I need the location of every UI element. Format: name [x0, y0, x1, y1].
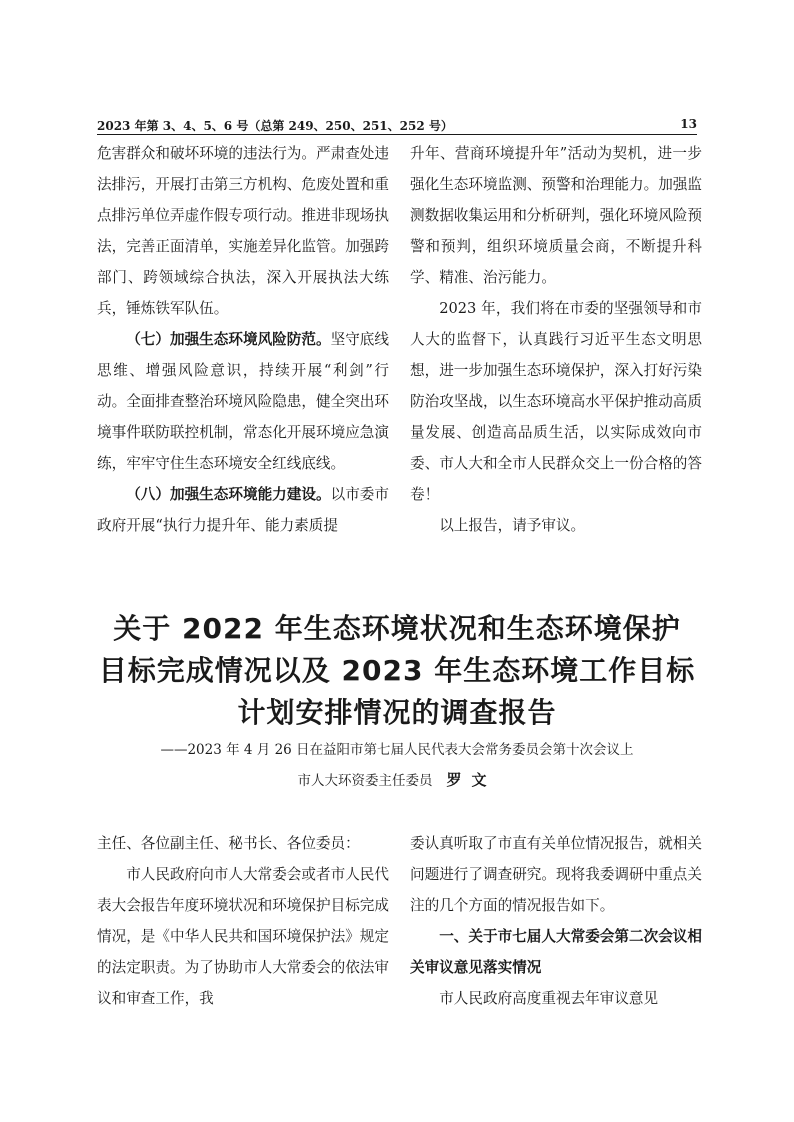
- author-title: 市人大环资委主任委员: [297, 773, 433, 789]
- point-seven-body: 坚守底线思维、增强风险意识，持续开展“利剑”行动。全面排查整治环境风险隐患，健全突出环境事件联防联控机制，常态化开展环境应急演练，牢牢守住生态环境安全红线底线。: [97, 331, 389, 472]
- paragraph: [97, 324, 389, 479]
- header-rule: [97, 134, 697, 135]
- bottom-left-column: [97, 828, 389, 1014]
- title-line: 关于 2022 年生态环境状况和生态环境保护: [113, 612, 681, 645]
- paragraph: [97, 479, 389, 541]
- article-title: [60, 608, 734, 734]
- paragraph: 市人民政府高度重视去年审议意见: [439, 990, 659, 1007]
- title-line: 计划安排情况的调查报告: [237, 696, 557, 729]
- salutation: 主任、各位副主任、秘书长、各位委员：: [97, 835, 360, 852]
- paragraph: 2023 年，我们将在市委的坚强领导和市人大的监督下，认真践行习近平生态文明思想，进一步加强生态环境保护，深入打好污染防治攻坚战，以生态环境高水平保护推动高质量发展、创造高品质生活，以实际成效向市委、市人大和全市人民群众交上一份合格的答卷！: [410, 300, 702, 503]
- paragraph: 委认真听取了市直有关单位情况报告，就相关问题进行了调查研究。现将我委调研中重点关注的几个方面的情况报告如下。: [410, 835, 702, 914]
- paragraph: 危害群众和破坏环境的违法行为。严肃查处违法排污，开展打击第三方机构、危废处置和重点排污单位弄虚作假专项行动。推进非现场执法，完善正面清单，实施差异化监管。加强跨部门、跨领域综合执法，深入开展执法大练兵，锤炼铁军队伍。: [97, 145, 389, 317]
- article-subtitle: [60, 735, 734, 796]
- author-line: [60, 765, 734, 796]
- point-seven-heading: （七）加强生态环境风险防范。: [126, 331, 331, 348]
- bottom-right-column: [410, 828, 702, 1014]
- top-right-column: [410, 138, 702, 541]
- subtitle-line: ——2023 年 4 月 26 日在益阳市第七届人民代表大会常务委员会第十次会议上: [160, 742, 634, 758]
- issue-info: 2023 年第 3、4、5、6 号（总第 249、250、251、252 号）: [97, 119, 453, 133]
- paragraph: 以上报告，请予审议。: [439, 517, 586, 534]
- paragraph: 升年、营商环境提升年”活动为契机，进一步强化生态环境监测、预警和治理能力。加强监测数据收集运用和分析研判，强化环境风险预警和预判，组织环境质量会商，不断提升科学、精准、治污能力。: [410, 145, 702, 286]
- title-line: 目标完成情况以及 2023 年生态环境工作目标: [98, 654, 696, 687]
- point-eight-body: 以市委市政府开展“执行力提升年、能力素质提: [97, 486, 389, 534]
- paragraph: 市人民政府向市人大常委会或者市人民代表大会报告年度环境状况和环境保护目标完成情况，是《中华人民共和国环境保护法》规定的法定职责。为了协助市人大常委会的依法审议和审查工作，我: [97, 866, 389, 1007]
- section-heading: 一、关于市七届人大常委会第二次会议相关审议意见落实情况: [410, 928, 702, 976]
- point-eight-heading: （八）加强生态环境能力建设。: [126, 486, 331, 503]
- top-left-column: [97, 138, 389, 541]
- running-header: [97, 115, 697, 135]
- page-number: 13: [680, 117, 697, 131]
- author-name: 罗文: [446, 771, 497, 789]
